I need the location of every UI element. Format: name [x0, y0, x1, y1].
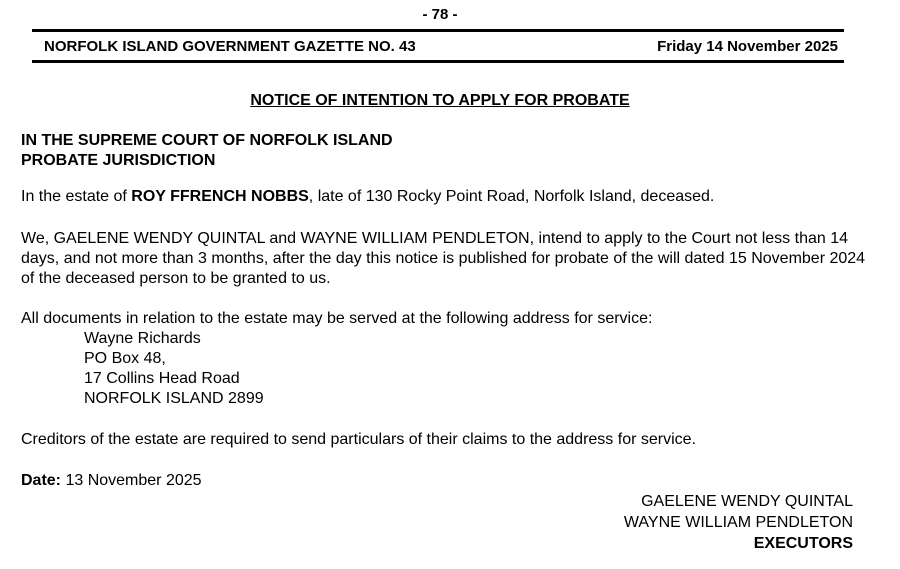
date-value: 13 November 2025 [61, 472, 202, 489]
signatory-name: GAELENE WENDY QUINTAL [641, 493, 853, 510]
signatory-name: WAYNE WILLIAM PENDLETON [623, 514, 853, 531]
intention-paragraph: We, GAELENE WENDY QUINTAL and WAYNE WILLIAM PENDLETON, intend to apply to the Court not less than 14 days, and not more than 3 months, after the day this notice is published for probate of the will dated 15 November 2024 of the deceased person to be granted to us. [21, 230, 866, 287]
deceased-name: ROY FFRENCH NOBBS [131, 188, 309, 205]
estate-suffix: , late of 130 Rocky Point Road, Norfolk Island, deceased. [308, 188, 715, 205]
signatory-role: EXECUTORS [753, 535, 853, 552]
documents-paragraph: All documents in relation to the estate may be served at the following address for service: [21, 310, 653, 327]
date-label: Date: [21, 472, 62, 489]
notice-title: NOTICE OF INTENTION TO APPLY FOR PROBATE [250, 92, 630, 109]
estate-paragraph [21, 187, 871, 207]
service-address [84, 329, 264, 409]
signature-block [624, 491, 853, 554]
notice-date [21, 471, 871, 491]
address-line: PO Box 48, [84, 350, 166, 367]
creditors-paragraph: Creditors of the estate are required to send particulars of their claims to the address for service. [21, 431, 696, 448]
gazette-masthead [44, 38, 838, 55]
issue-date: Friday 14 November 2025 [657, 38, 838, 55]
estate-prefix: In the estate of [21, 188, 132, 205]
court-heading [21, 131, 393, 171]
address-line: 17 Collins Head Road [84, 370, 240, 387]
header-top-rule [32, 29, 844, 32]
address-line: NORFOLK ISLAND 2899 [84, 390, 264, 407]
header-bottom-rule [32, 60, 844, 63]
gazette-title: NORFOLK ISLAND GOVERNMENT GAZETTE NO. 43 [44, 38, 416, 55]
court-jurisdiction: PROBATE JURISDICTION [21, 152, 216, 169]
court-name: IN THE SUPREME COURT OF NORFOLK ISLAND [21, 132, 393, 149]
address-line: Wayne Richards [84, 330, 201, 347]
page-number: - 78 - [422, 6, 458, 23]
